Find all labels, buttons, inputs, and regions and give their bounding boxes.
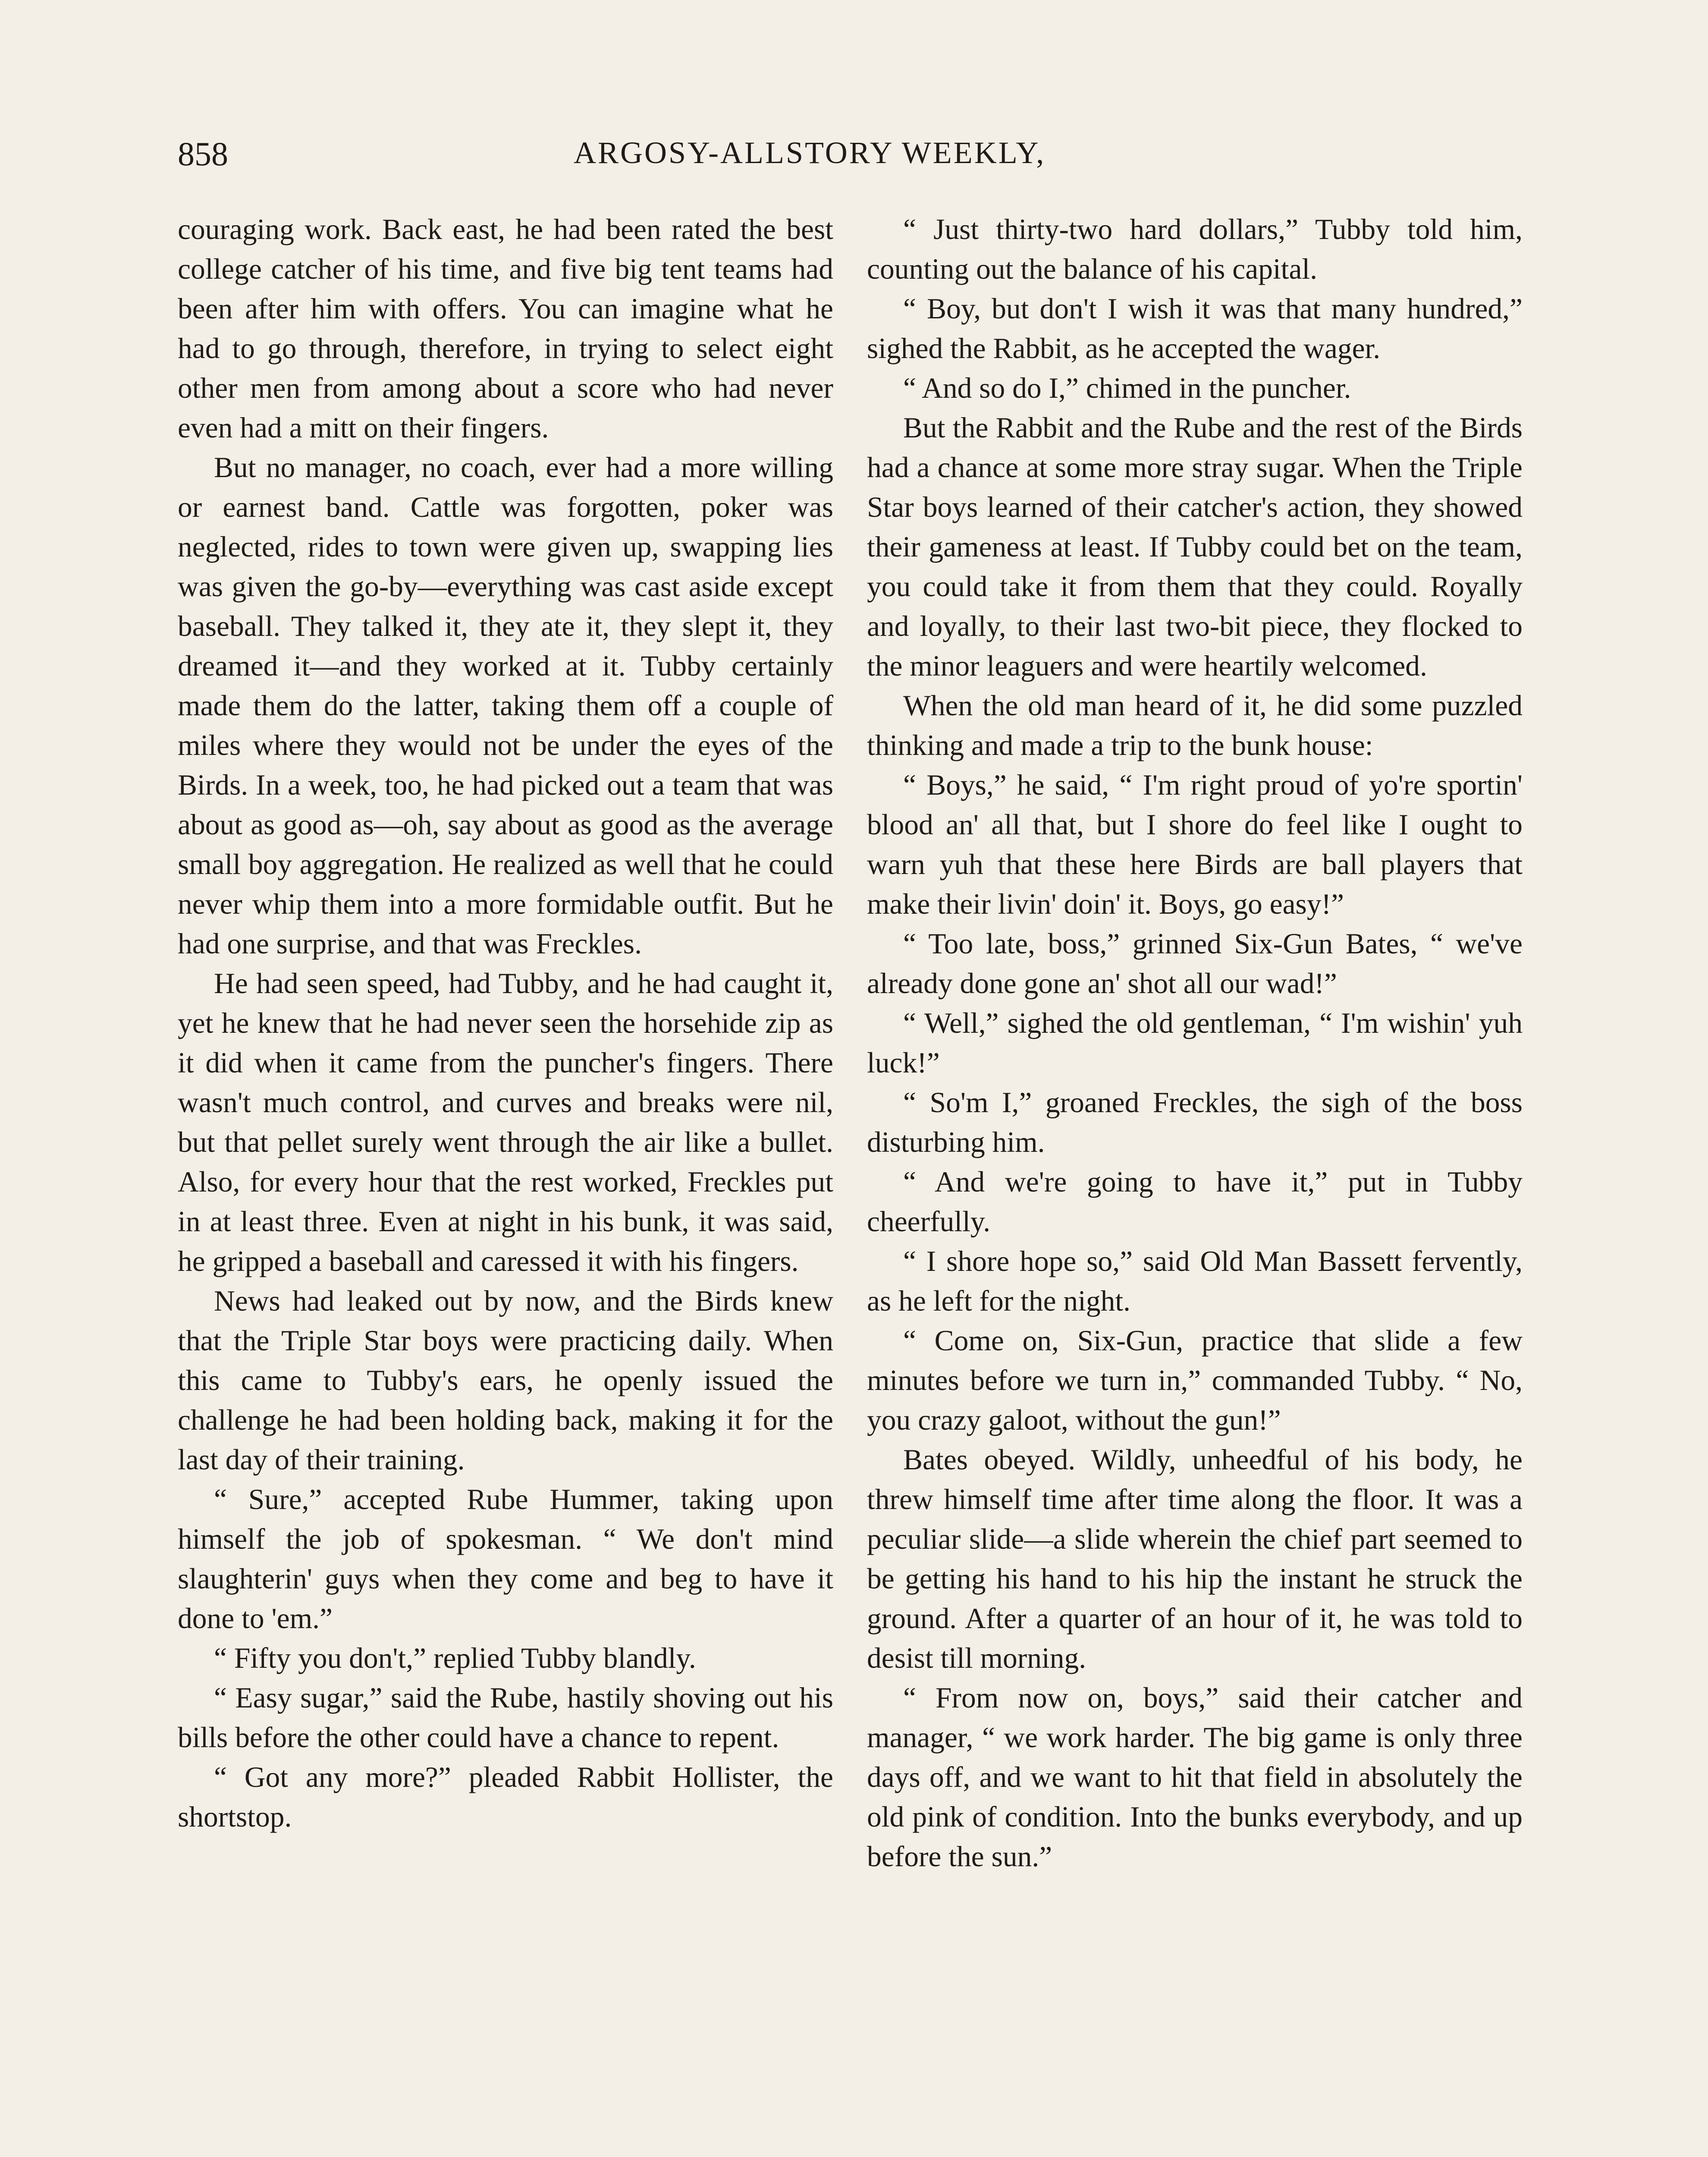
paragraph: “ Boys,” he said, “ I'm right proud of yo're sportin' blood an' all that, but I shore do feel like I ought to warn yuh that these here Birds are ball players that make their livin' doin' it. Boys, go easy!” [867, 769, 1523, 920]
paragraph: “ I shore hope so,” said Old Man Bassett fervently, as he left for the night. [867, 1245, 1523, 1317]
paragraph: “ Sure,” accepted Rube Hummer, taking upon himself the job of spokesman. “ We don't mind slaughterin' guys when they come and beg to have it done to 'em.” [178, 1483, 833, 1635]
page-number: 858 [178, 135, 228, 173]
paragraph: News had leaked out by now, and the Birds knew that the Triple Star boys were practicing daily. When this came to Tubby's ears, he openly issued the challenge he had been holding back, making it for the last day of their training. [178, 1285, 833, 1476]
paragraph: “ And so do I,” chimed in the puncher. [903, 372, 1351, 404]
paragraph: “ From now on, boys,” said their catcher and manager, “ we work harder. The big game is only three days off, and we want to hit that field in absolutely the old pink of condition. Into the bunks everybody, and up before the sun.” [867, 1682, 1523, 1873]
paragraph: “ Got any more?” pleaded Rabbit Hollister, the shortstop. [178, 1761, 833, 1833]
running-title: ARGOSY-ALLSTORY WEEKLY, [574, 135, 1046, 170]
paragraph: Bates obeyed. Wildly, unheedful of his body, he threw himself time after time along the floor. It was a peculiar slide—a slide wherein the chief part seemed to be getting his hand to his hip the instant he struck the ground. After a quarter of an hour of it, he was told to desist till morning. [867, 1443, 1523, 1674]
left-column [178, 210, 833, 1837]
paragraph: He had seen speed, had Tubby, and he had caught it, yet he knew that he had never seen the horsehide zip as it did when it came from the puncher's fingers. There wasn't much control, and curves and breaks were nil, but that pellet surely went through the air like a bullet. Also, for every hour that the rest worked, Freckles put in at least three. Even at night in his bunk, it was said, he gripped a baseball and caressed it with his fingers. [178, 967, 833, 1277]
paragraph: “ And we're going to have it,” put in Tubby cheerfully. [867, 1166, 1523, 1238]
paragraph: “ Come on, Six-Gun, practice that slide a few minutes before we turn in,” commanded Tubby. “ No, you crazy galoot, without the gun!” [867, 1324, 1523, 1436]
paragraph: “ Boy, but don't I wish it was that many hundred,” sighed the Rabbit, as he accepted the wager. [867, 292, 1523, 365]
paragraph: “ Well,” sighed the old gentleman, “ I'm wishin' yuh luck!” [867, 1007, 1523, 1079]
paragraph: But no manager, no coach, ever had a more willing or earnest band. Cattle was forgotten, poker was neglected, rides to town were given up, swapping lies was given the go-by—everything was cast aside except baseball. They talked it, they ate it, they slept it, they dreamed it—and they worked at it. Tubby certainly made them do the latter, taking them off a couple of miles where they would not be under the eyes of the Birds. In a week, too, he had picked out a team that was about as good as—oh, say about as good as the average small boy aggregation. He realized as well that he could never whip them into a more formidable outfit. But he had one surprise, and that was Freckles. [178, 451, 833, 960]
paragraph: “ Fifty you don't,” replied Tubby blandly. [214, 1642, 696, 1674]
paragraph: “ Easy sugar,” said the Rube, hastily shoving out his bills before the other could have a chance to repent. [178, 1682, 833, 1754]
paragraph: When the old man heard of it, he did some puzzled thinking and made a trip to the bunk house: [867, 689, 1523, 761]
paragraph: couraging work. Back east, he had been rated the best college catcher of his time, and five big tent teams had been after him with offers. You can imagine what he had to go through, therefore, in trying to select eight other men from among about a score who had never even had a mitt on their fingers. [178, 213, 833, 444]
paragraph: But the Rabbit and the Rube and the rest of the Birds had a chance at some more stray sugar. When the Triple Star boys learned of their catcher's action, they showed their gameness at least. If Tubby could bet on the team, you could take it from them that they could. Royally and loyally, to their last two-bit piece, they flocked to the minor leaguers and were heartily welcomed. [867, 412, 1523, 682]
paragraph: “ Too late, boss,” grinned Six-Gun Bates, “ we've already done gone an' shot all our wad!” [867, 928, 1523, 1000]
paragraph: “ So'm I,” groaned Freckles, the sigh of the boss disturbing him. [867, 1086, 1523, 1158]
paragraph: “ Just thirty-two hard dollars,” Tubby told him, counting out the balance of his capital. [867, 213, 1523, 285]
right-column [867, 210, 1523, 1877]
